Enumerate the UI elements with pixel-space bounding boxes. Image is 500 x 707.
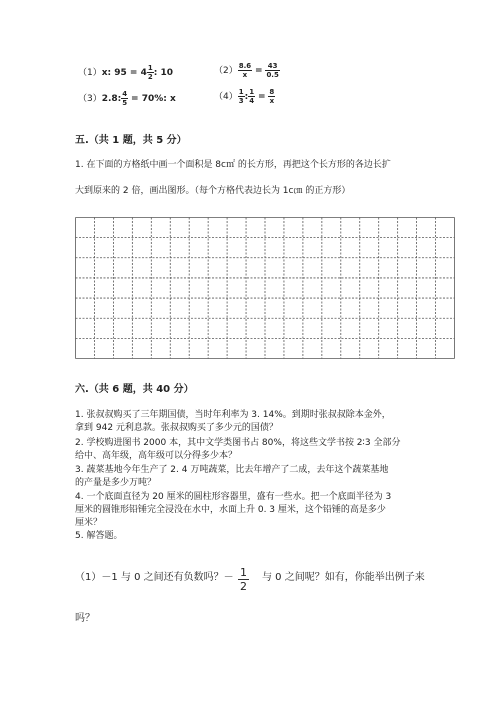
fraction-numerator: 1 xyxy=(240,566,247,579)
section-6-line-3: 2. 学校购进图书 2000 本，其中文学类图书占 80%，将这些文学书按 2∶3 全部分 xyxy=(75,438,401,448)
section-6-line-10: 5. 解答题。 xyxy=(75,531,123,541)
fraction-denominator: 4 xyxy=(249,97,255,105)
question-5-part-2: 与 0 之间呢？如有，你能举出例子来 xyxy=(262,572,425,583)
fraction-denominator: x xyxy=(269,97,275,105)
equation-2-label: （2） xyxy=(214,66,238,76)
equation-2-fraction-left xyxy=(238,62,252,79)
fraction-numerator: 8.6 xyxy=(238,62,252,70)
equation-4 xyxy=(214,88,275,105)
section-6-line-5: 3. 蔬菜基地今年生产了 2. 4 万吨蔬菜，比去年增产了二成，去年这个蔬菜基地 xyxy=(75,465,389,475)
equation-1-fraction xyxy=(147,64,154,81)
fraction-numerator: 1 xyxy=(249,88,255,96)
section-5-title: 五.（共 1 题，共 5 分） xyxy=(75,135,187,146)
section-6-line-1: 1. 张叔叔购买了三年期国债，当时年利率为 3. 14%。到期时张叔叔除本金外， xyxy=(75,410,391,420)
equation-2-equals: = xyxy=(255,66,263,76)
equation-4-fraction-1 xyxy=(238,88,245,105)
fraction-numerator: 8 xyxy=(269,88,275,96)
equation-4-equals: = xyxy=(257,92,266,102)
section-5-line-1: 1. 在下面的方格纸中画一个面积是 8c㎡ 的长方形，再把这个长方形的各边长扩 xyxy=(75,160,391,170)
equation-3-fraction xyxy=(121,90,128,107)
equation-1-rhs: : 10 xyxy=(153,68,174,78)
equation-4-label: （4） xyxy=(214,92,238,102)
equation-3-label: （3） xyxy=(78,94,102,104)
equation-3 xyxy=(78,90,176,107)
equation-4-colon: : xyxy=(244,92,249,102)
grid-svg xyxy=(75,217,455,359)
fraction-denominator: 2 xyxy=(147,73,153,81)
section-6-line-4: 给中、高年级，高年级可以分得多少本？ xyxy=(75,451,238,461)
fraction-denominator: 2 xyxy=(240,580,247,593)
equation-2 xyxy=(214,62,280,79)
fraction-numerator: 4 xyxy=(122,90,128,98)
equation-2-fraction-right xyxy=(265,62,279,79)
section-6-line-7: 4. 一个底面直径为 20 厘米的圆柱形容器里，盛有一些水。把一个底面半径为 3 xyxy=(75,492,392,502)
equation-1 xyxy=(78,64,173,81)
section-6-line-2: 拿到 942 元利息款。张叔叔购买了多少元的国债？ xyxy=(75,423,278,433)
fraction-numerator: 43 xyxy=(265,62,279,71)
equation-4-fraction-2 xyxy=(248,88,255,105)
grid-paper[interactable] xyxy=(75,217,455,359)
section-5-line-2: 大到原来的 2 倍，画出图形。（每个方格代表边长为 1c㎝ 的正方形） xyxy=(75,186,351,196)
equation-3-rhs: = 70%: x xyxy=(131,94,176,104)
fraction-numerator: 1 xyxy=(147,64,153,72)
equation-4-fraction-3 xyxy=(268,88,275,105)
section-6-line-9: 厘米？ xyxy=(75,518,103,528)
fraction-numerator: 1 xyxy=(238,88,244,96)
equation-3-lhs: 2.8: xyxy=(101,94,122,104)
equation-1-lhs: x: 95 = 4 xyxy=(101,68,147,78)
fraction-denominator: x xyxy=(242,71,248,79)
fraction-denominator: 5 xyxy=(122,99,128,107)
section-6-line-8: 厘米的圆锥形铅锤完全浸没在水中，水面上升 0. 3 厘米，这个铅锤的高是多少 xyxy=(75,505,386,515)
section-6-line-6: 的产量是多少万吨？ xyxy=(75,478,157,488)
section-6-title: 六.（共 6 题，共 40 分） xyxy=(75,384,194,395)
question-5-part-1: （1）－1 与 0 之间还有负数吗？－ xyxy=(75,572,234,583)
fraction-denominator: 0.5 xyxy=(266,71,279,79)
question-5-part-3: 吗？ xyxy=(75,613,95,624)
fraction-denominator: 3 xyxy=(238,97,244,105)
question-5-fraction xyxy=(238,566,249,593)
equation-1-label: （1） xyxy=(78,68,102,78)
